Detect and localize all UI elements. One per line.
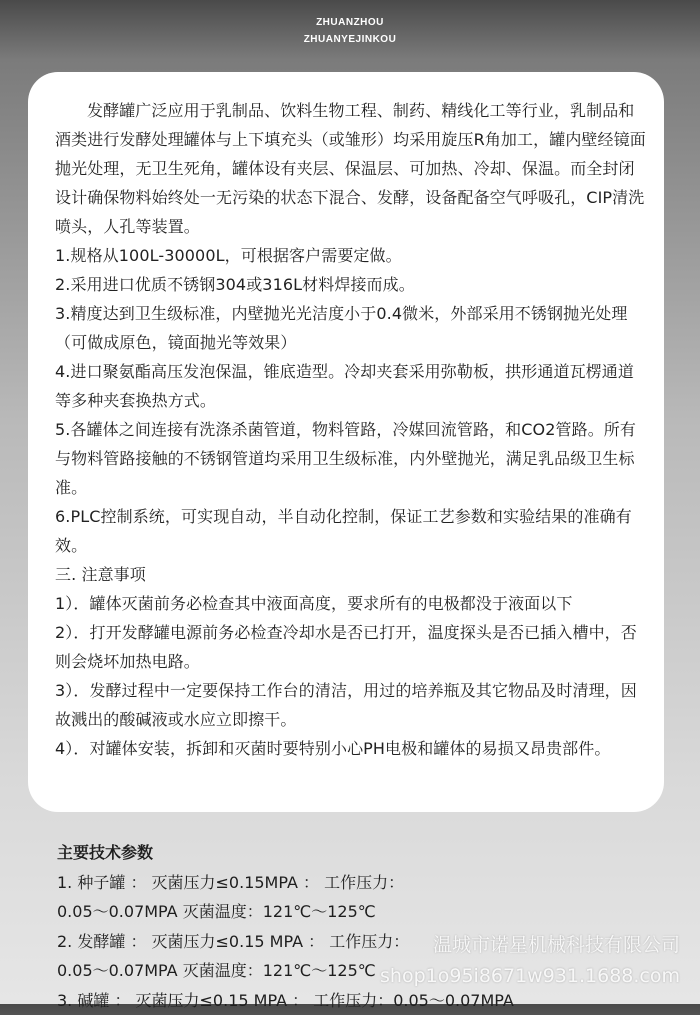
feature-item-1: 1.规格从100L-30000L，可根据客户需要定做。 — [55, 241, 650, 270]
brand-line-2: ZHUANYEJINKOU — [0, 31, 700, 48]
brand-line-1: ZHUANZHOU — [0, 14, 700, 31]
spec-line: 0.05～0.07MPA 灭菌温度：121℃～125℃ — [57, 897, 687, 927]
feature-item-5: 5.各罐体之间连接有洗涤杀菌管道，物料管路，冷媒回流管路，和CO2管路。所有与物料管路接触的不锈钢管道均采用卫生级标准，内外壁抛光，满足乳品级卫生标准。 — [55, 415, 650, 502]
spec-line: 0.05～0.07MPA 灭菌温度：121℃～125℃ — [57, 956, 687, 986]
description-card — [28, 72, 664, 812]
watermark-shop-url: shop1o95i8671w931.1688.com — [380, 961, 680, 992]
shop-watermark — [380, 930, 680, 992]
note-item-1: 1）．罐体灭菌前务必检查其中液面高度，要求所有的电极都没于液面以下 — [55, 589, 650, 618]
spec-line: 3. 碱罐 ： 灭菌压力≤0.15 MPA ： 工作压力：0.05～0.07MPA — [57, 986, 687, 1015]
tech-specs-title: 主要技术参数 — [57, 838, 687, 868]
feature-item-3: 3.精度达到卫生级标准，内壁抛光光洁度小于0.4微米，外部采用不锈钢抛光处理（可做成原色，镜面抛光等效果） — [55, 299, 650, 357]
spec-line: 1. 种子罐 ： 灭菌压力≤0.15MPA ： 工作压力： — [57, 868, 687, 898]
note-item-2: 2）．打开发酵罐电源前务必检查冷却水是否已打开，温度探头是否已插入槽中，否则会烧坏加热电路。 — [55, 618, 650, 676]
note-item-4: 4）．对罐体安装，拆卸和灭菌时要特别小心PH电极和罐体的易损又昂贵部件。 — [55, 734, 650, 763]
spec-line: 2. 发酵罐 ： 灭菌压力≤0.15 MPA ： 工作压力： — [57, 927, 687, 957]
notes-heading: 三. 注意事项 — [55, 560, 650, 589]
feature-item-4: 4.进口聚氨酯高压发泡保温，锥底造型。冷却夹套采用弥勒板，拱形通道瓦楞通道等多种夹套换热方式。 — [55, 357, 650, 415]
feature-item-2: 2.采用进口优质不锈钢304或316L材料焊接而成。 — [55, 270, 650, 299]
watermark-company: 温城市诺星机械科技有限公司 — [380, 930, 680, 961]
intro-paragraph: 发酵罐广泛应用于乳制品、饮料生物工程、制药、精线化工等行业，乳制品和酒类进行发酵处理罐体与上下填充头（或雏形）均采用旋压R角加工，罐内壁经镜面抛光处理，无卫生死角，罐体设有夹层、保温层、可加热、冷却、保温。而全封闭设计确保物料始终处一无污染的状态下混合、发酵，设备配备空气呼吸孔，CIP清洗喷头，人孔等装置。 — [55, 96, 650, 241]
brand-header — [0, 14, 700, 48]
note-item-3: 3）．发酵过程中一定要保持工作台的清洁，用过的培养瓶及其它物品及时清理，因故溅出的酸碱液或水应立即擦干。 — [55, 676, 650, 734]
feature-item-6: 6.PLC控制系统，可实现自动，半自动化控制，保证工艺参数和实验结果的准确有效。 — [55, 502, 650, 560]
